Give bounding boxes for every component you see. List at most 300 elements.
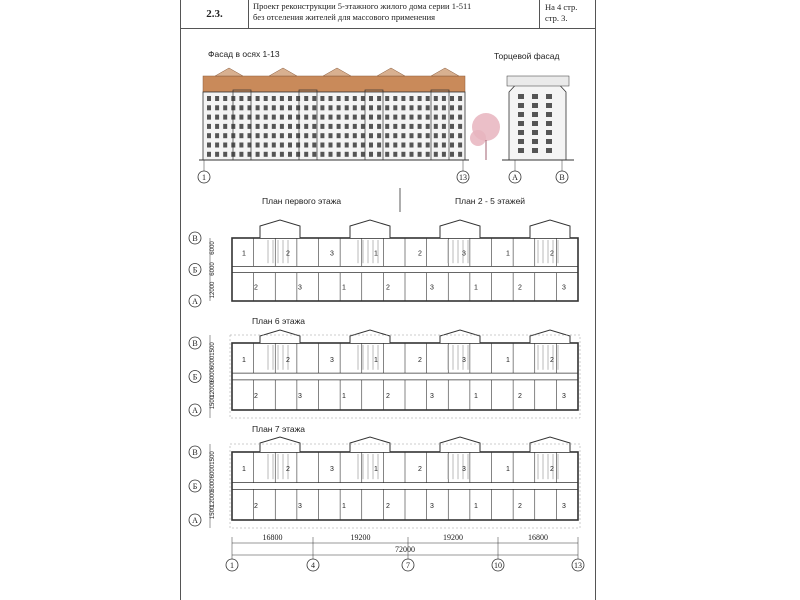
facade-window [418, 133, 422, 138]
side-facade-window [546, 130, 552, 135]
facade-window [401, 133, 405, 138]
facade-window [442, 115, 446, 120]
facade-window [434, 115, 438, 120]
plan-floor-7-room-number: 1 [342, 502, 346, 510]
plan-first-floors [210, 220, 578, 301]
side-facade-window [518, 94, 524, 99]
facade-window [304, 133, 308, 138]
plan-floor-7-room-number: 2 [518, 502, 522, 510]
facade-window [361, 143, 365, 148]
facade-window [450, 152, 454, 157]
facade-window [320, 152, 324, 157]
facade-window [385, 152, 389, 157]
facade-window [393, 133, 397, 138]
facade-window [369, 133, 373, 138]
roof-dormer [377, 68, 405, 76]
facade-window [215, 105, 219, 110]
facade-window [377, 96, 381, 101]
plan-floor-6-room-number: 1 [474, 392, 478, 400]
plan-first-floors-room-number: 2 [254, 284, 258, 292]
facade-window [296, 96, 300, 101]
facade-window [450, 105, 454, 110]
facade-window [272, 115, 276, 120]
facade-window [264, 152, 268, 157]
facade-window [458, 143, 462, 148]
plan-floor-6-dim-text: 1500 [210, 342, 216, 356]
plan-floor-7-room-number: 1 [506, 466, 510, 474]
facade-window [401, 143, 405, 148]
facade-window [239, 105, 243, 110]
side-facade-window [518, 130, 524, 135]
facade-window [239, 152, 243, 157]
facade-window [329, 143, 333, 148]
facade-window [280, 133, 284, 138]
facade-axis-1-label: 1 [202, 173, 206, 182]
facade-window [426, 115, 430, 120]
plan-first-floors-room-number: 3 [562, 284, 566, 292]
facade-window [458, 133, 462, 138]
plan-first-floors-row-axis-label: Б [192, 265, 198, 275]
plan-floor-6-dim-text: 1500 [210, 395, 216, 410]
plan-floor-6-room-number: 2 [550, 356, 554, 364]
plan-first-floors-room-number: 2 [386, 284, 390, 292]
plan-first-floors-stair-bay [530, 220, 570, 238]
plan-floor-7-stair-bay [260, 437, 300, 452]
facade-window [312, 96, 316, 101]
facade-window [215, 115, 219, 120]
side-facade-window [518, 103, 524, 108]
facade-window [393, 143, 397, 148]
facade-window [393, 105, 397, 110]
facade-window [369, 115, 373, 120]
facade-window [296, 115, 300, 120]
facade-window [426, 105, 430, 110]
facade-window [329, 152, 333, 157]
plan-floor-6-room-number: 2 [518, 392, 522, 400]
plan-floor-6-room-number: 1 [342, 392, 346, 400]
facade-window [426, 152, 430, 157]
facade-window [385, 124, 389, 129]
facade-window [312, 143, 316, 148]
plan-first-floors-room-number: 2 [550, 250, 554, 258]
roof-dormer [269, 68, 297, 76]
facade-window [223, 105, 227, 110]
facade-window [223, 96, 227, 101]
plan-floor-7-room-number: 2 [386, 502, 390, 510]
plan-floor-7-room-number: 3 [562, 502, 566, 510]
side-facade-roof [507, 76, 569, 86]
facade-window [361, 124, 365, 129]
facade-window [304, 105, 308, 110]
facade-window [353, 124, 357, 129]
plan-floor-6-dim-text: 6000 [210, 355, 216, 370]
facade-window [442, 96, 446, 101]
facade-window [288, 124, 292, 129]
page-number: стр. 3. [545, 13, 568, 23]
facade-window [385, 96, 389, 101]
bottom-segment-dim: 16800 [528, 533, 548, 542]
facade-window [312, 152, 316, 157]
bottom-axis-label: 10 [494, 561, 502, 570]
plan-floor-7-room-number: 2 [550, 466, 554, 474]
plan-floor-7-row-axis-label: В [192, 448, 198, 457]
facade-window [272, 133, 276, 138]
facade-window [353, 115, 357, 120]
facade-window [426, 96, 430, 101]
plan-floor-7-room-number: 3 [298, 502, 302, 510]
facade-window [256, 152, 260, 157]
plan-first-floors-room-number: 2 [418, 250, 422, 258]
facade-window [385, 133, 389, 138]
plan-floor-6 [210, 330, 580, 418]
plan-first-floors-row-axis-label: А [192, 297, 198, 306]
plan-floor-7-room-number: 3 [330, 466, 334, 474]
facade-window [304, 96, 308, 101]
facade-window [393, 124, 397, 129]
side-facade-window [518, 148, 524, 153]
facade-window [320, 115, 324, 120]
facade-window [304, 143, 308, 148]
facade-window [320, 105, 324, 110]
facade-window [410, 105, 414, 110]
main-facade-label: Фасад в осях 1-13 [208, 49, 280, 59]
facade-window [450, 96, 454, 101]
facade-window [288, 152, 292, 157]
facade-window [320, 124, 324, 129]
plan-floor-6-room-number: 3 [298, 392, 302, 400]
facade-window [345, 96, 349, 101]
plan-floor-6-stair-bay [440, 330, 480, 343]
plan-floor-6-room-number: 2 [254, 392, 258, 400]
facade-window [377, 152, 381, 157]
facade-window [434, 96, 438, 101]
facade-window [320, 96, 324, 101]
tree-crown [470, 130, 486, 146]
facade-window [369, 96, 373, 101]
plan-first-floors-stair-bay [440, 220, 480, 238]
facade-window [369, 105, 373, 110]
plan-floor-6-room-number: 3 [462, 356, 466, 364]
side-facade-window [546, 103, 552, 108]
facade-window [207, 124, 211, 129]
facade-window [345, 152, 349, 157]
facade-window [288, 143, 292, 148]
plan-floor-6-room-number: 1 [506, 356, 510, 364]
facade-window [223, 152, 227, 157]
facade-window [385, 105, 389, 110]
facade-window [215, 133, 219, 138]
facade-window [256, 115, 260, 120]
facade-window [393, 96, 397, 101]
plan-floor-6-room-number: 3 [330, 356, 334, 364]
facade-window [312, 124, 316, 129]
facade-window [280, 124, 284, 129]
side-facade-window [532, 130, 538, 135]
facade-window [353, 96, 357, 101]
facade-window [377, 143, 381, 148]
facade-window [426, 143, 430, 148]
plan-first-floors-room-number: 1 [342, 284, 346, 292]
facade-window [361, 152, 365, 157]
plan-floor-6-stair-bay [530, 330, 570, 343]
facade-window [401, 105, 405, 110]
facade-window [207, 143, 211, 148]
facade-window [215, 152, 219, 157]
facade-window [296, 133, 300, 138]
facade-window [377, 124, 381, 129]
bottom-segment-dim: 19200 [443, 533, 463, 542]
floor-7-plan-label: План 7 этажа [252, 424, 306, 434]
bottom-axis-label: 4 [311, 561, 315, 570]
facade-window [418, 152, 422, 157]
facade-window [280, 152, 284, 157]
facade-window [329, 124, 333, 129]
facade-window [288, 115, 292, 120]
facade-window [280, 105, 284, 110]
facade-window [434, 152, 438, 157]
facade-window [345, 133, 349, 138]
plan-floor-6-room-number: 2 [386, 392, 390, 400]
facade-window [256, 143, 260, 148]
facade-window [369, 143, 373, 148]
facade-window [410, 143, 414, 148]
plan-first-floors-room-number: 3 [330, 250, 334, 258]
facade-window [426, 124, 430, 129]
facade-window [215, 143, 219, 148]
floor-6-plan-label: План 6 этажа [252, 316, 306, 326]
facade-window [239, 115, 243, 120]
roof-dormer [215, 68, 243, 76]
facade-window [450, 115, 454, 120]
facade-window [410, 152, 414, 157]
facade-window [264, 115, 268, 120]
facade-window [450, 124, 454, 129]
side-facade-window [546, 94, 552, 99]
facade-window [418, 105, 422, 110]
facade-window [272, 105, 276, 110]
facade-window [256, 124, 260, 129]
plan-floor-7-dim-text: 6000 [210, 464, 216, 479]
facade-window [361, 96, 365, 101]
facade-window [442, 143, 446, 148]
facade-window [418, 143, 422, 148]
facade-window [207, 133, 211, 138]
facade-window [353, 105, 357, 110]
plan-floor-7-room-number: 2 [286, 466, 290, 474]
plan-first-floors-room-number: 2 [286, 250, 290, 258]
facade-window [207, 96, 211, 101]
facade-window [272, 152, 276, 157]
facade-window [296, 143, 300, 148]
facade-window [458, 152, 462, 157]
facade-window [320, 143, 324, 148]
facade-window [377, 105, 381, 110]
plan-floor-7-room-number: 2 [418, 466, 422, 474]
plan-floor-6-stair-bay [260, 330, 300, 343]
facade-window [377, 133, 381, 138]
facade-window [401, 124, 405, 129]
title-line-2: без отселения жителей для массового применения [253, 12, 436, 22]
title-line-1: Проект реконструкции 5-этажного жилого дома серии 1-511 [253, 1, 472, 11]
facade-window [458, 115, 462, 120]
facade-window [426, 133, 430, 138]
facade-window [337, 133, 341, 138]
facade-window [272, 96, 276, 101]
plan-floor-6-dim-text: 6000 [210, 369, 216, 383]
facade-window [280, 115, 284, 120]
facade-window [215, 96, 219, 101]
facade-window [450, 143, 454, 148]
plan-floor-7-row-axis-label: А [192, 516, 198, 525]
plan-first-floors-room-number: 3 [298, 284, 302, 292]
plan-floor-7-room-number: 1 [374, 466, 378, 474]
facade-window [401, 115, 405, 120]
facade-window [393, 152, 397, 157]
facade-window [377, 115, 381, 120]
facade-window [418, 96, 422, 101]
bottom-segment-dim: 16800 [262, 533, 283, 542]
plan-floor-6-row-axis-label: Б [192, 372, 198, 382]
facade-window [442, 133, 446, 138]
facade-window [434, 105, 438, 110]
facade-roof [203, 76, 465, 92]
plan-first-floors-row-axis-label: В [192, 234, 198, 243]
facade-window [223, 133, 227, 138]
facade-window [223, 124, 227, 129]
facade-window [207, 105, 211, 110]
facade-window [239, 143, 243, 148]
bottom-segment-dim: 19200 [350, 533, 371, 542]
facade-window [442, 105, 446, 110]
facade-window [264, 133, 268, 138]
facade-window [304, 152, 308, 157]
side-facade-window [546, 148, 552, 153]
plan-floor-6-room-number: 2 [418, 356, 422, 364]
plan-first-floors-room-number: 1 [242, 250, 246, 258]
facade-window [223, 115, 227, 120]
facade-window [256, 105, 260, 110]
plan-first-floors-dim-text: 6000 [210, 262, 216, 276]
plan-floor-6-row-axis-label: В [192, 339, 198, 348]
facade-window [329, 115, 333, 120]
facade-window [304, 115, 308, 120]
facade-window [239, 96, 243, 101]
facade-window [256, 133, 260, 138]
facade-window [345, 105, 349, 110]
side-facade-label: Торцевой фасад [494, 51, 560, 61]
facade-window [337, 152, 341, 157]
plan-floor-7-dim-text: 1500 [210, 451, 216, 465]
facade-axis-v-label: В [559, 173, 565, 182]
plan-floor-7-stair-bay [530, 437, 570, 452]
facade-window [288, 96, 292, 101]
plan-floor-7 [210, 437, 580, 528]
facade-window [239, 124, 243, 129]
facade-window [337, 143, 341, 148]
first-floor-plan-label: План первого этажа [262, 196, 342, 206]
facade-axis-13-label: 13 [459, 173, 467, 182]
section-number: 2.3. [181, 0, 249, 28]
facade-window [353, 152, 357, 157]
facade-window [353, 133, 357, 138]
facade-window [353, 143, 357, 148]
facade-window [369, 152, 373, 157]
facade-window [442, 152, 446, 157]
facade-window [345, 124, 349, 129]
facade-window [385, 115, 389, 120]
plan-first-floors-room-number: 3 [462, 250, 466, 258]
facade-window [385, 143, 389, 148]
bottom-axis-label: 1 [230, 561, 234, 570]
plan-floor-6-row-axis-label: А [192, 406, 198, 415]
facade-window [401, 96, 405, 101]
plan-floor-7-room-number: 3 [462, 466, 466, 474]
facade-window [312, 133, 316, 138]
facade-window [296, 105, 300, 110]
facade-window [361, 115, 365, 120]
plan-floor-6-room-number: 3 [430, 392, 434, 400]
facade-window [418, 115, 422, 120]
facade-window [434, 124, 438, 129]
plan-first-floors-stair-bay [350, 220, 390, 238]
facade-window [304, 124, 308, 129]
facade-window [296, 152, 300, 157]
facade-window [450, 133, 454, 138]
side-facade-window [532, 148, 538, 153]
side-facade-window [546, 139, 552, 144]
facade-window [207, 152, 211, 157]
plan-floor-6-room-number: 2 [286, 356, 290, 364]
side-facade-window [518, 112, 524, 117]
plan-first-floors-room-number: 3 [430, 284, 434, 292]
facade-window [256, 96, 260, 101]
plan-first-floors-room-number: 1 [474, 284, 478, 292]
plan-floor-6-room-number: 3 [562, 392, 566, 400]
plan-first-floors-dim-text: 6000 [210, 241, 216, 255]
facade-window [272, 124, 276, 129]
facade-window [369, 124, 373, 129]
facade-window [337, 96, 341, 101]
plan-floor-6-stair-bay [350, 330, 390, 343]
plan-floor-7-dim-text: 12000 [210, 490, 216, 508]
facade-window [207, 115, 211, 120]
facade-window [288, 105, 292, 110]
bottom-axis-label: 13 [574, 561, 582, 570]
plan-floor-7-room-number: 1 [474, 502, 478, 510]
facade-window [361, 133, 365, 138]
facade-window [337, 124, 341, 129]
plan-floor-7-room-number: 2 [254, 502, 258, 510]
side-facade-window [546, 112, 552, 117]
facade-window [337, 115, 341, 120]
side-facade-window [532, 121, 538, 126]
side-facade-window [518, 121, 524, 126]
plan-floor-7-dim-text: 1500 [210, 505, 216, 520]
facade-window [410, 124, 414, 129]
facade-axis-a-label: А [512, 173, 518, 182]
facade-window [296, 124, 300, 129]
facade-window [288, 133, 292, 138]
facade-window [264, 105, 268, 110]
roof-dormer [431, 68, 459, 76]
plan-first-floors-room-number: 1 [374, 250, 378, 258]
plan-floor-7-stair-bay [440, 437, 480, 452]
plan-floor-7-room-number: 1 [242, 466, 246, 474]
facade-window [223, 143, 227, 148]
facade-window [312, 115, 316, 120]
facade-window [280, 96, 284, 101]
facade-window [239, 133, 243, 138]
